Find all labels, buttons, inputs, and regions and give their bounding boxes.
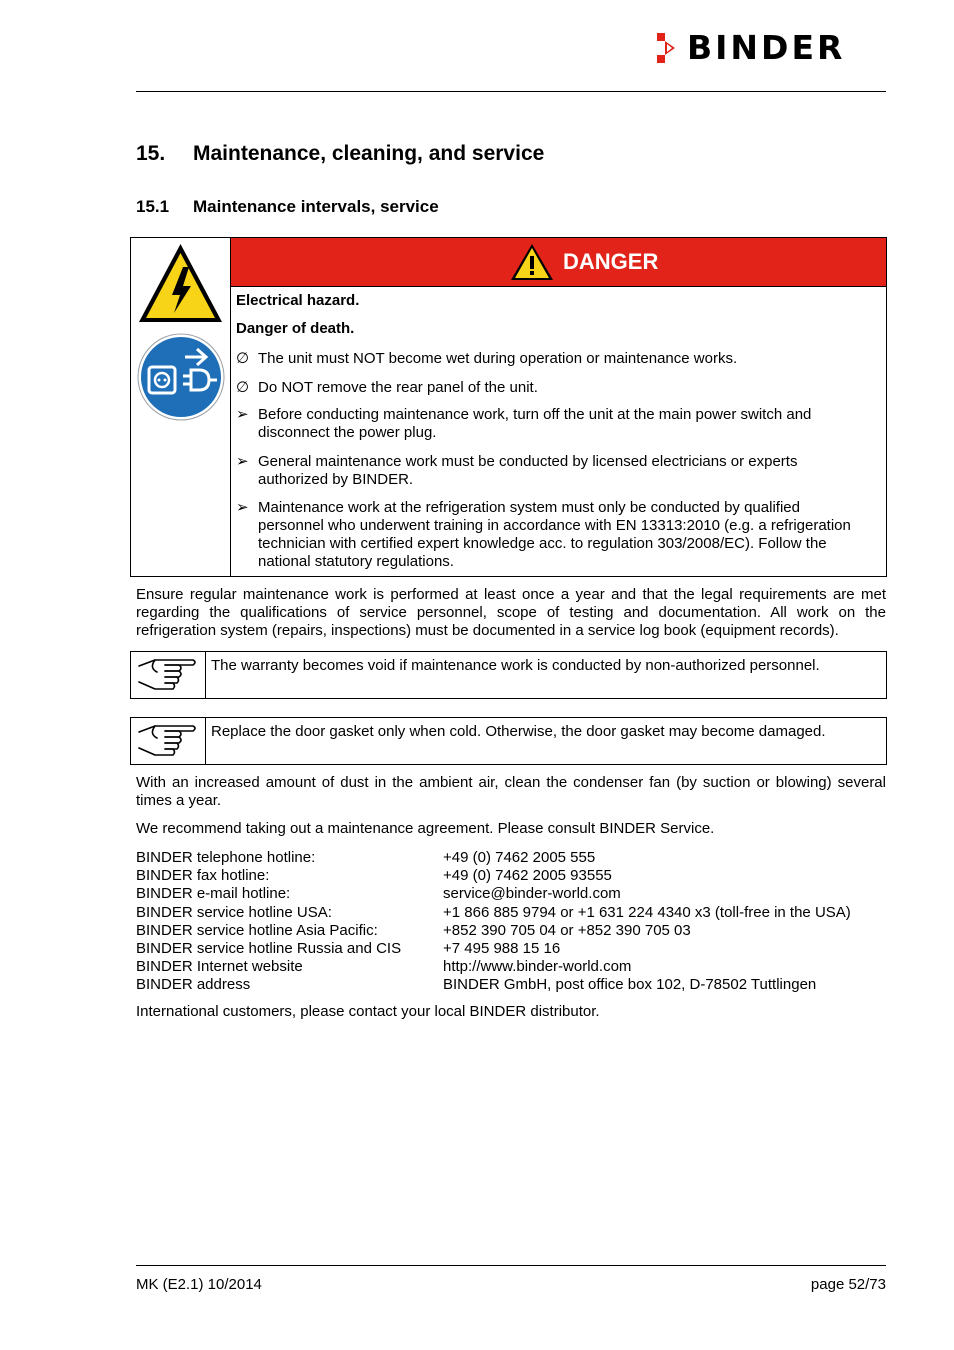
section-title: Maintenance, cleaning, and service [193,142,545,165]
logo-text: BINDER [687,28,846,67]
contact-value: +7 495 988 15 16 [443,939,561,957]
contact-value: +852 390 705 04 or +852 390 705 03 [443,921,691,939]
contact-value: service@binder-world.com [443,885,621,903]
note-text: Replace the door gasket only when cold. Otherwise, the door gasket may become damaged. [211,723,826,740]
danger-icon-column [131,238,231,576]
contact-label: BINDER fax hotline: [136,867,270,885]
distributor-paragraph: International customers, please contact your local BINDER distributor. [136,1003,600,1020]
footer-page-number: page 52/73 [810,1276,886,1293]
danger-item [236,499,866,571]
danger-item-text: Before conducting maintenance work, turn off the unit at the main power switch and disconnect the power plug. [258,406,812,441]
agreement-paragraph: We recommend taking out a maintenance agreement. Please consult BINDER Service. [136,820,715,837]
danger-header [231,238,886,287]
contact-row [136,867,886,885]
contact-value: +1 866 885 9794 or +1 631 224 4340 x3 (toll-free in the USA) [443,903,851,921]
danger-hazard: Electrical hazard. [236,292,360,309]
contact-row [136,885,886,903]
arrow-bullet-symbol: ➢ [236,453,249,470]
danger-consequence: Danger of death. [236,320,355,337]
danger-item-text: General maintenance work must be conducted by licensed electricians or experts authorized by BINDER. [258,453,798,488]
contact-label: BINDER e-mail hotline: [136,885,291,903]
pointing-hand-icon [135,656,201,694]
subsection-heading [136,196,439,218]
pointing-hand-icon [135,722,201,760]
binder-logo [655,30,845,66]
note-icon-cell [131,718,206,764]
warning-triangle-icon [509,242,555,282]
contact-row [136,922,886,940]
danger-item [236,453,866,489]
contact-row [136,904,886,922]
contact-row [136,849,886,867]
footer-divider [136,1265,886,1266]
header-divider [136,91,886,92]
contact-label: BINDER Internet website [136,958,303,976]
arrow-bullet-symbol: ➢ [236,499,249,516]
contact-row [136,976,886,994]
section-heading [136,141,544,167]
contact-value: +49 (0) 7462 2005 93555 [443,867,612,885]
contact-label: BINDER service hotline USA: [136,903,332,921]
contact-label: BINDER address [136,976,251,994]
arrow-bullet-symbol: ➢ [236,406,249,423]
contact-value: http://www.binder-world.com [443,958,632,976]
contact-value: +49 (0) 7462 2005 555 [443,849,596,866]
prohibition-symbol: ∅ [236,379,250,396]
contact-row [136,958,886,976]
danger-item-text: The unit must NOT become wet during operation or maintenance works. [258,350,738,367]
danger-item [236,379,866,397]
electrical-hazard-icon [136,241,225,325]
contact-label: BINDER telephone hotline: [136,849,316,866]
binder-logo-mark-icon [655,31,683,65]
subsection-number: 15.1 [136,197,170,216]
contact-label: BINDER service hotline Russia and CIS [136,939,402,957]
note-icon-cell [131,652,206,698]
danger-box [130,237,887,577]
disconnect-plug-icon [137,332,225,422]
danger-item-text: Do NOT remove the rear panel of the unit. [258,379,538,396]
prohibition-symbol: ∅ [236,350,250,367]
maintenance-paragraph: Ensure regular maintenance work is performed at least once a year and that the legal requirements are met regarding the qualifications of service personnel, scope of testing and documentation. All work on the refrigeration system (repairs, inspections) must be documented in a service log book (equipment records). [136,586,886,639]
danger-item-text: Maintenance work at the refrigeration system must only be conducted by qualified personnel who underwent training in accordance with EN 13313:2010 (e.g. a refrigeration technician with certified expert knowledge acc. to regulation 303/2008/EC). Follow the national statutory regulations. [258,499,851,570]
footer-doc-id: MK (E2.1) 10/2014 [136,1276,262,1293]
contact-value: BINDER GmbH, post office box 102, D-78502 Tuttlingen [443,976,817,994]
section-number: 15. [136,142,166,165]
danger-title: DANGER [563,249,659,274]
dust-paragraph: With an increased amount of dust in the ambient air, clean the condenser fan (by suction or blowing) several times a year. [136,774,886,809]
contact-row [136,940,886,958]
contact-list [136,849,886,995]
danger-item [236,350,866,368]
danger-item [236,406,866,442]
note-text: The warranty becomes void if maintenance work is conducted by non-authorized personnel. [211,657,820,674]
note-box [130,717,887,765]
subsection-title: Maintenance intervals, service [193,197,439,216]
note-box [130,651,887,699]
contact-label: BINDER service hotline Asia Pacific: [136,921,378,939]
